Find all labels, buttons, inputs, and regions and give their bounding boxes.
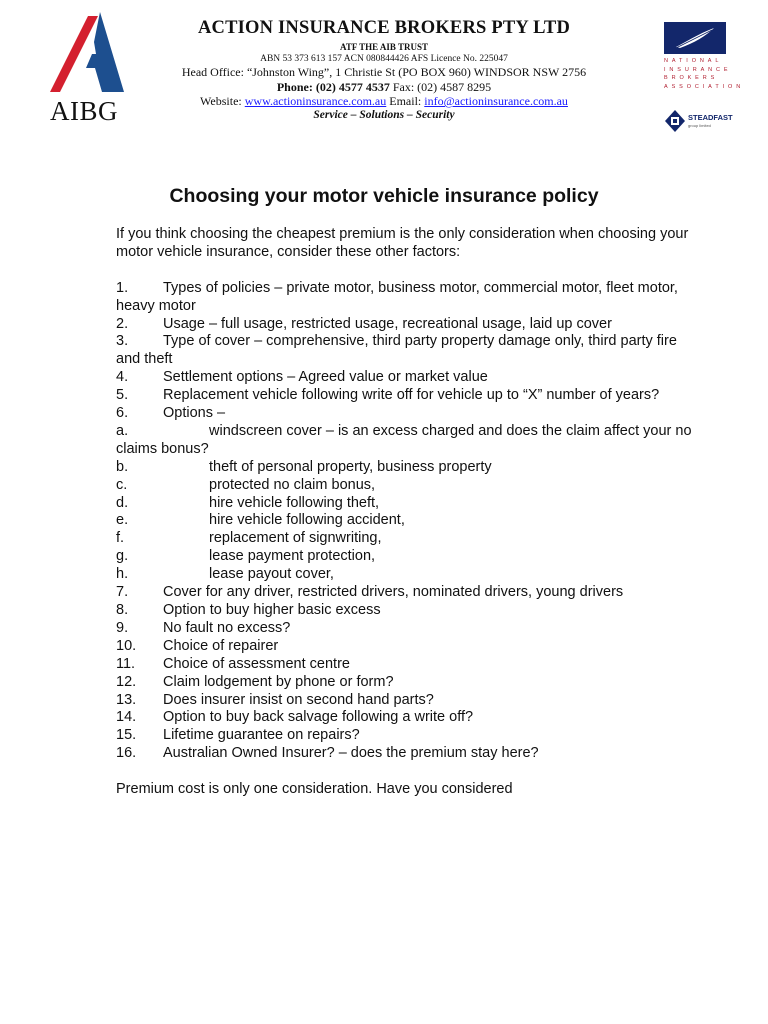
- list-item-marker: 11.: [116, 655, 136, 672]
- factor-list-continued: [116, 584, 696, 763]
- list-item-text: Usage – full usage, restricted usage, recreational usage, laid up cover: [163, 315, 612, 332]
- options-list: [116, 423, 696, 584]
- list-item-marker: 12.: [116, 673, 137, 690]
- list-item-marker: 6.: [116, 405, 129, 422]
- list-item-text: Option to buy back salvage following a write off?: [163, 709, 474, 726]
- list-item-marker: 3.: [116, 333, 129, 350]
- list-item: [116, 369, 696, 387]
- list-item-marker: 9.: [116, 619, 129, 636]
- option-item-marker: f.: [116, 530, 125, 547]
- list-item-marker: 8.: [116, 602, 129, 619]
- option-item: [116, 512, 696, 530]
- list-item-text: Settlement options – Agreed value or market value: [163, 369, 488, 386]
- list-item: [116, 280, 696, 316]
- option-item: [116, 477, 696, 495]
- list-item-text: Option to buy higher basic excess: [163, 602, 381, 619]
- option-item-marker: b.: [116, 458, 129, 475]
- option-item-text: lease payout cover,: [209, 566, 334, 583]
- list-item: [116, 387, 696, 405]
- list-item: [116, 709, 696, 727]
- list-item-marker: 2.: [116, 315, 129, 332]
- list-item-marker: 1.: [116, 279, 129, 296]
- website-label: Website:: [200, 94, 245, 109]
- option-item-text: protected no claim bonus,: [209, 476, 376, 493]
- letterhead: [150, 17, 618, 122]
- fax-number: Fax: (02) 4587 8295: [389, 79, 492, 94]
- closing-paragraph: Premium cost is only one consideration. Have you considered: [116, 781, 513, 798]
- list-item-text: Replacement vehicle following write off for vehicle up to “X” number of years?: [163, 387, 660, 404]
- option-item: [116, 530, 696, 548]
- logo-red-stroke: [50, 16, 98, 92]
- list-item: [116, 333, 696, 369]
- steadfast-logo: [664, 109, 734, 135]
- document-body: [116, 226, 696, 799]
- option-item-text: windscreen cover – is an excess charged and does the claim affect your no claims bonus?: [116, 422, 692, 457]
- quill-icon: [664, 22, 726, 54]
- option-item-text: hire vehicle following accident,: [209, 512, 405, 529]
- list-item-marker: 4.: [116, 369, 129, 386]
- list-item-text: No fault no excess?: [163, 619, 291, 636]
- company-name: ACTION INSURANCE BROKERS PTY LTD: [197, 18, 571, 38]
- list-item-text: Options –: [163, 405, 226, 422]
- option-item-text: lease payment protection,: [209, 548, 376, 565]
- list-item-marker: 5.: [116, 387, 129, 404]
- list-item-text: Type of cover – comprehensive, third party property damage only, third party fire and theft: [116, 333, 677, 368]
- list-item: [116, 692, 696, 710]
- option-item-text: theft of personal property, business property: [209, 458, 492, 475]
- list-item-marker: 14.: [116, 709, 137, 726]
- list-item-marker: 15.: [116, 727, 137, 744]
- phone-number: Phone: (02) 4577 4537: [276, 79, 390, 94]
- trust-line: ATF THE AIB TRUST: [340, 42, 428, 53]
- list-item: [116, 638, 696, 656]
- list-item: [116, 316, 696, 334]
- list-item-text: Lifetime guarantee on repairs?: [163, 727, 360, 744]
- steadfast-name: STEADFAST: [688, 113, 733, 122]
- list-item: [116, 584, 696, 602]
- option-item-marker: d.: [116, 494, 129, 511]
- list-item: [116, 727, 696, 745]
- aibg-logo: [48, 12, 134, 124]
- abn-line: ABN 53 373 613 157 ACN 080844426 AFS Licence No. 225047: [260, 53, 508, 64]
- list-item-text: Australian Owned Insurer? – does the premium stay here?: [163, 745, 539, 762]
- option-item: [116, 495, 696, 513]
- document-title: Choosing your motor vehicle insurance policy: [169, 185, 599, 207]
- list-item: [116, 674, 696, 692]
- factor-list: [116, 280, 696, 423]
- email-label: Email:: [386, 94, 425, 109]
- option-item-marker: g.: [116, 548, 129, 565]
- list-item-text: Choice of repairer: [163, 637, 279, 654]
- steadfast-subtitle: group limited: [688, 123, 711, 128]
- option-item: [116, 566, 696, 584]
- list-item-text: Cover for any driver, restricted drivers, nominated drivers, young drivers: [163, 584, 624, 601]
- option-item: [116, 548, 696, 566]
- option-item-marker: e.: [116, 512, 129, 529]
- list-item: [116, 602, 696, 620]
- list-item: [116, 405, 696, 423]
- email-link[interactable]: info@actioninsurance.com.au: [424, 94, 568, 109]
- list-item-text: Types of policies – private motor, business motor, commercial motor, fleet motor, heavy motor: [116, 279, 678, 314]
- intro-paragraph: If you think choosing the cheapest premium is the only consideration when choosing your motor vehicle insurance, consider these other factors:: [116, 226, 689, 260]
- tagline: Service – Solutions – Security: [313, 108, 455, 121]
- option-item-marker: a.: [116, 422, 129, 439]
- option-item: [116, 459, 696, 477]
- nibr-wordmark: NATIONAL INSURANCE BROKERS ASSOCIATION: [664, 58, 745, 90]
- list-item: [116, 656, 696, 674]
- contact-phone-fax: [150, 80, 618, 94]
- option-item-text: hire vehicle following theft,: [209, 494, 380, 511]
- website-link[interactable]: www.actioninsurance.com.au: [244, 94, 387, 109]
- option-item: [116, 423, 696, 459]
- list-item: [116, 620, 696, 638]
- office-address: Head Office: “Johnston Wing”, 1 Christie St (PO BOX 960) WINDSOR NSW 2756: [181, 65, 587, 80]
- list-item: [116, 745, 696, 763]
- option-item-marker: h.: [116, 566, 129, 583]
- aibg-logo-mark-icon: [48, 12, 134, 102]
- contact-web-email: [150, 94, 618, 108]
- option-item-marker: c.: [116, 476, 128, 493]
- list-item-marker: 7.: [116, 584, 129, 601]
- list-item-marker: 10.: [116, 637, 137, 654]
- list-item-marker: 16.: [116, 745, 137, 762]
- list-item-text: Claim lodgement by phone or form?: [163, 673, 394, 690]
- option-item-text: replacement of signwriting,: [209, 530, 382, 547]
- nibr-emblem: [664, 22, 726, 54]
- list-item-text: Does insurer insist on second hand parts?: [163, 691, 434, 708]
- list-item-text: Choice of assessment centre: [163, 655, 350, 672]
- list-item-marker: 13.: [116, 691, 137, 708]
- nibr-logo: [664, 22, 745, 98]
- steadfast-emblem-icon: [664, 109, 686, 133]
- logo-text: AIBG: [50, 96, 118, 126]
